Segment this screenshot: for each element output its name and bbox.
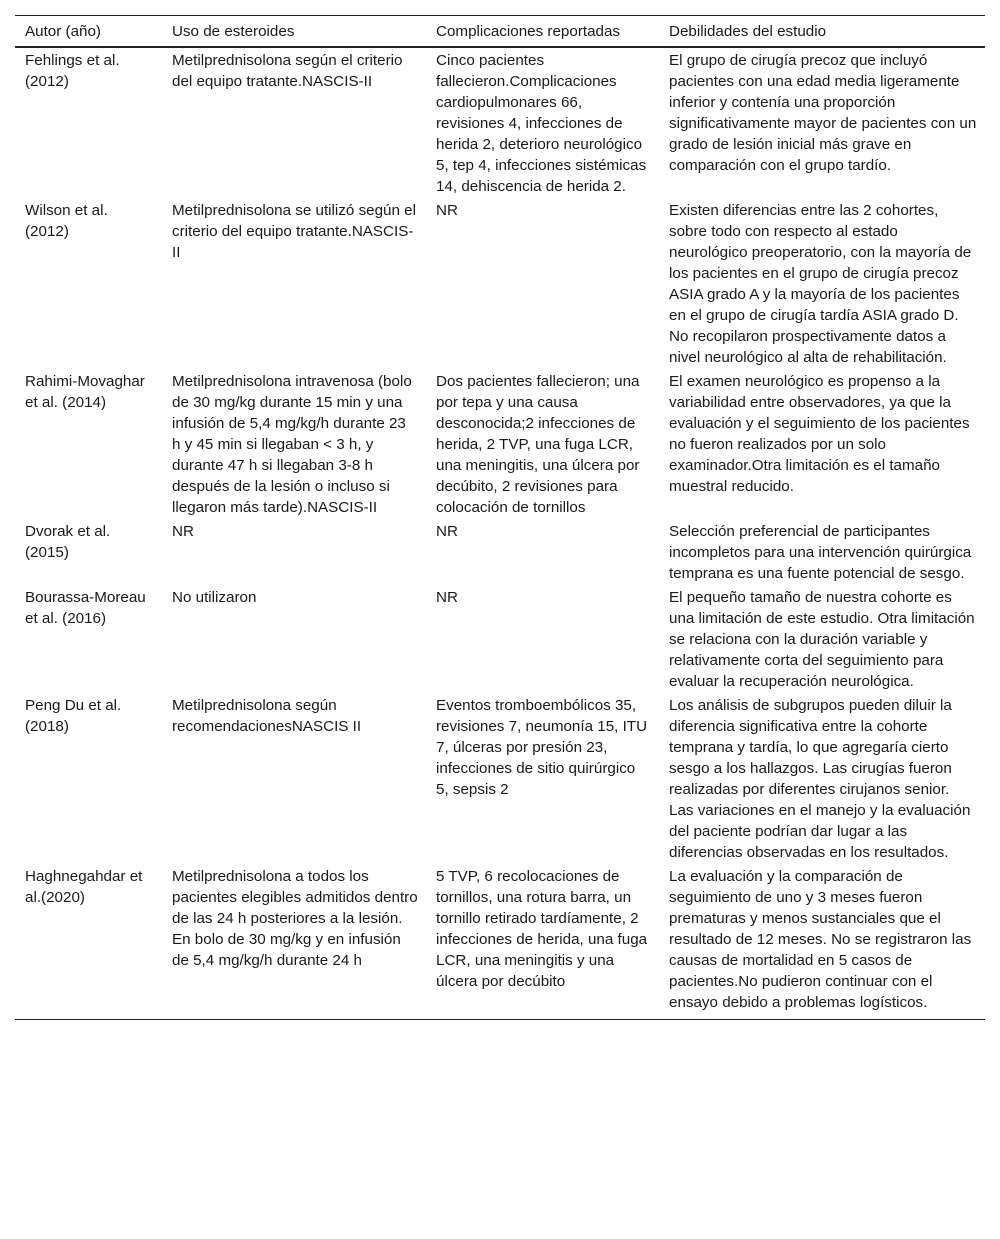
- cell-complications: NR: [436, 202, 458, 219]
- header-complications: Complicaciones reportadas: [426, 16, 659, 48]
- table-row: [15, 864, 985, 1020]
- cell-author: Rahimi-Movaghar et al. (2014): [25, 373, 145, 411]
- cell-author: Haghnegahdar et al.(2020): [15, 864, 162, 1020]
- cell-steroids: Metilprednisolona se utilizó según el criterio del equipo tratante.NASCIS-II: [172, 202, 416, 261]
- cell-author: Bourassa-Moreau et al. (2016): [25, 589, 146, 627]
- table-body: [15, 47, 985, 1020]
- cell-author: Wilson et al. (2012): [25, 202, 108, 240]
- table-row: [15, 47, 985, 198]
- cell-weaknesses: El grupo de cirugía precoz que incluyó pacientes con una edad media ligeramente inferior y contenía una proporción significativamente mayor de pacientes con un grado de lesión inicial más grave en comparación con el grupo tardío.: [669, 52, 977, 174]
- table-header: [15, 16, 985, 48]
- header-weaknesses: Debilidades del estudio: [659, 16, 985, 48]
- cell-steroids: Metilprednisolona a todos los pacientes elegibles admitidos dentro de las 24 h posteriores a la lesión. En bolo de 30 mg/kg y en infusión de 5,4 mg/kg/h durante 24 h: [162, 864, 426, 1020]
- table-row: [15, 198, 985, 369]
- table-row: [15, 693, 985, 864]
- cell-weaknesses: La evaluación y la comparación de seguimiento de uno y 3 meses fueron prematuras y menos sustanciales que el resultado de 12 meses. No se registraron las causas de mortalidad en 5 casos de pacientes.No pudieron continuar con el ensayo debido a problemas logísticos.: [659, 864, 985, 1020]
- cell-complications: Cinco pacientes fallecieron.Complicaciones cardiopulmonares 66, revisiones 4, infecciones de herida 2, deterioro neurológico 5, tep 4, infecciones sistémicas 14, dehiscencia de herida 2.: [436, 52, 647, 195]
- header-author: Autor (año): [15, 16, 162, 48]
- cell-author: Peng Du et al. (2018): [25, 697, 122, 735]
- cell-complications: Eventos tromboembólicos 35, revisiones 7, neumonía 15, ITU 7, úlceras por presión 23, infecciones de sitio quirúrgico 5, sepsis 2: [436, 697, 648, 798]
- study-comparison-table: [15, 15, 985, 1020]
- cell-author: Dvorak et al. (2015): [25, 523, 111, 561]
- cell-complications: Dos pacientes fallecieron; una por tepa y una causa desconocida;2 infecciones de herida, 2 TVP, una fuga LCR, una meningitis, una úlcera por decúbito, 2 revisiones para colocación de tornillos: [436, 373, 640, 516]
- cell-weaknesses: Existen diferencias entre las 2 cohortes, sobre todo con respecto al estado neurológico preoperatorio, con la mayoría de los pacientes en el grupo de cirugía precoz ASIA grado A y la mayoría de los pacientes en el grupo de cirugía tardía ASIA grado D. No recopilaron prospectivamente datos a nivel neurológico al alta de rehabilitación.: [669, 202, 972, 366]
- cell-author: Fehlings et al. (2012): [25, 52, 120, 90]
- table-row: [15, 519, 985, 585]
- cell-steroids: No utilizaron: [172, 589, 257, 606]
- cell-weaknesses: Los análisis de subgrupos pueden diluir la diferencia significativa entre la cohorte temprana y tardía, lo que agregaría cierto sesgo a los hallazgos. Las cirugías fueron realizadas por diferentes cirujanos senior. Las variaciones en el manejo y la evaluación del paciente podrían dar lugar a las diferencias observadas en los resultados.: [669, 697, 971, 861]
- header-row: [15, 16, 985, 48]
- cell-steroids: Metilprednisolona según el criterio del equipo tratante.NASCIS-II: [172, 52, 403, 90]
- cell-complications: NR: [436, 523, 458, 540]
- header-steroids: Uso de esteroides: [162, 16, 426, 48]
- cell-weaknesses: El examen neurológico es propenso a la variabilidad entre observadores, ya que la evaluación y el seguimiento de los pacientes no fueron realizados por un solo examinador.Otra limitación es el tamaño muestral reducido.: [669, 373, 970, 495]
- cell-steroids: Metilprednisolona intravenosa (bolo de 30 mg/kg durante 15 min y una infusión de 5,4 mg/kg/h durante 23 h y 45 min si llegaban < 3 h, y durante 47 h si llegaban 3-8 h después de la lesión o incluso si llegaron más tarde).NASCIS-II: [172, 373, 412, 516]
- cell-complications: NR: [436, 589, 458, 606]
- table-row: [15, 369, 985, 519]
- cell-weaknesses: El pequeño tamaño de nuestra cohorte es una limitación de este estudio. Otra limitación se relaciona con la duración variable y relativamente corta del seguimiento para evaluar la recuperación neurológica.: [669, 589, 975, 690]
- table-container: [15, 15, 985, 1020]
- table-row: [15, 585, 985, 693]
- cell-steroids: NR: [172, 523, 194, 540]
- cell-complications: 5 TVP, 6 recolocaciones de tornillos, una rotura barra, un tornillo retirado tardíamente, 2 infecciones de herida, una fuga LCR, una meningitis y una úlcera por decúbito: [426, 864, 659, 1020]
- cell-steroids: Metilprednisolona según recomendacionesNASCIS II: [172, 697, 362, 735]
- cell-weaknesses: Selección preferencial de participantes incompletos para una intervención quirúrgica temprana es una fuente potencial de sesgo.: [669, 523, 972, 582]
